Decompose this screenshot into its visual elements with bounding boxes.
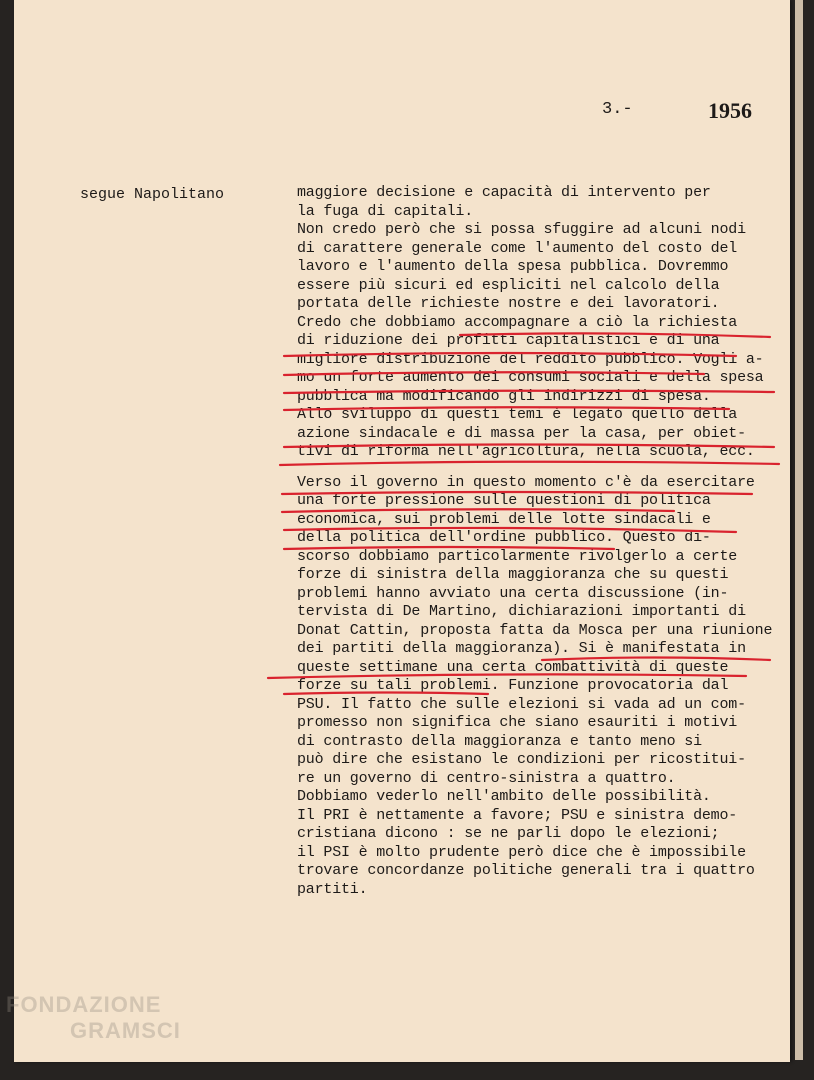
text-line: scorso dobbiamo particolarmente rivolgerlo a certe: [297, 547, 738, 565]
text-line: Allo sviluppo di questi temi è legato quello della: [297, 406, 738, 423]
text-line: Dobbiamo vederlo nell'ambito delle possibilità.: [297, 788, 711, 805]
text-line: Non credo però che si possa sfuggire ad alcuni nodi: [297, 221, 746, 238]
text-line: lavoro e l'aumento della spesa pubblica. Dovremmo: [297, 258, 729, 275]
text-line: tivi di riforma nell'agricoltura, nella scuola, ecc.: [297, 443, 755, 460]
body-text: [297, 184, 802, 899]
speaker-label: segue Napolitano: [80, 186, 225, 203]
text-line: PSU. Il fatto che sulle elezioni si vada ad un com-: [297, 695, 746, 713]
text-line: una forte pressione sulle questioni di politica: [297, 492, 711, 509]
watermark-line: FONDAZIONE: [6, 992, 162, 1017]
text-line: pubblica ma modificando gli indirizzi di spesa.: [297, 387, 711, 405]
text-line: Credo che dobbiamo accompagnare a ciò la richiesta: [297, 313, 738, 331]
text-line: partiti.: [297, 880, 368, 898]
text-line: promesso non significa che siano esauriti i motivi: [297, 714, 738, 731]
text-line: di carattere generale come l'aumento del costo del: [297, 239, 738, 257]
text-line: Donat Cattin, proposta fatta da Mosca per una riunione: [297, 621, 773, 639]
text-line: re un governo di centro-sinistra a quattro.: [297, 769, 676, 787]
text-line: Verso il governo in questo momento c'è da esercitare: [297, 473, 755, 491]
text-line: il PSI è molto prudente però dice che è impossibile: [297, 843, 746, 861]
page-year: 1956: [708, 98, 752, 123]
text-line: trovare concordanze politiche generali tra i quattro: [297, 862, 755, 879]
text-line: può dire che esistano le condizioni per ricostitui-: [297, 751, 746, 768]
text-line: essere più sicuri ed espliciti nel calcolo della: [297, 276, 720, 294]
text-line: la fuga di capitali.: [297, 202, 474, 220]
archive-watermark: [6, 992, 181, 1044]
text-line: Il PRI è nettamente a favore; PSU e sinistra demo-: [297, 806, 738, 824]
text-line: forze su tali problemi. Funzione provocatoria dal: [297, 677, 729, 694]
text-line: azione sindacale e di massa per la casa, per obiet-: [297, 424, 746, 442]
text-line: portata delle richieste nostre e dei lavoratori.: [297, 295, 720, 312]
text-line: dei partiti della maggioranza). Si è manifestata in: [297, 640, 746, 657]
text-line: migliore distribuzione del reddito pubblico. Vogli a-: [297, 350, 764, 368]
text-line: economica, sui problemi delle lotte sindacali e: [297, 510, 711, 528]
text-line: maggiore decisione e capacità di intervento per: [297, 184, 711, 201]
text-line: queste settimane una certa combattività di queste: [297, 658, 729, 676]
watermark-line: GRAMSCI: [70, 1018, 181, 1043]
text-line: di riduzione dei profitti capitalistici e di una: [297, 332, 720, 349]
page-number: 3.-: [602, 100, 633, 119]
text-line: tervista di De Martino, dichiarazioni importanti di: [297, 603, 746, 620]
page-edge: [795, 0, 803, 1060]
text-line: mo un forte aumento dei consumi sociali e della spesa: [297, 369, 764, 386]
text-line: cristiana dicono : se ne parli dopo le elezioni;: [297, 825, 720, 842]
document-page: [14, 0, 790, 1062]
text-line: della politica dell'ordine pubblico. Questo di-: [297, 529, 711, 546]
text-line: di contrasto della maggioranza e tanto meno si: [297, 732, 702, 750]
text-line: forze di sinistra della maggioranza che su questi: [297, 566, 729, 583]
text-line: problemi hanno avviato una certa discussione (in-: [297, 584, 729, 602]
